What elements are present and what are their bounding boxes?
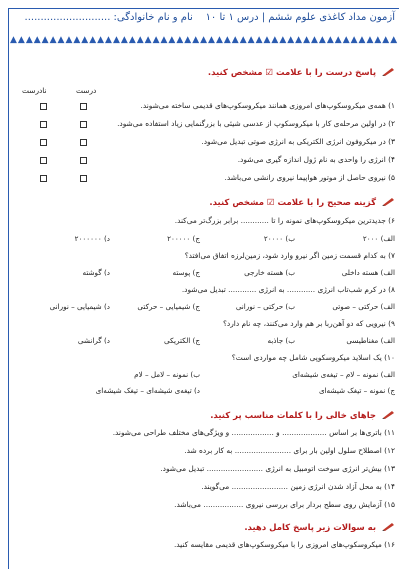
tf-item-4: ۴) انرژی را واحدی به نام ژول اندازه گیری می‌شود. (237, 155, 395, 164)
section-2-heading (209, 197, 395, 208)
mc-option-b[interactable]: ب) ۲۰۰۰۰ (263, 234, 295, 243)
mc-option-a[interactable]: الف) ۲۰۰۰ (362, 234, 395, 243)
mc-option-b[interactable]: ب) نمونه – لامل – لام (134, 370, 200, 379)
mc-question-8: ۸) در کرم شب‌تاب انرژی ............ به انرژی ............ تبدیل می‌شود. (181, 285, 395, 294)
section-1-heading (208, 67, 395, 78)
triangle-divider: ▲▲▲▲▲▲▲▲▲▲▲▲▲▲▲▲▲▲▲▲▲▲▲▲▲▲▲▲▲▲▲▲▲▲▲▲▲▲▲▲▲▲▲▲▲▲▲▲▲ (10, 35, 398, 45)
pencil-icon (382, 67, 395, 76)
mc-option-d[interactable]: د) گوشته (82, 268, 110, 277)
false-checkbox[interactable] (40, 121, 47, 128)
tf-item-1: ۱) همه‌ی میکروسکوپ‌های امروزی همانند میکروسکوپ‌های قدیمی ساخته می‌شوند. (140, 101, 395, 110)
mc-option-c[interactable]: ج) شیمیایی – حرکتی (137, 302, 200, 311)
mc-option-a[interactable]: الف) نمونه – لام – تیغه‌ی شیشه‌ای (292, 370, 395, 379)
tf-item-2: ۲) در اولین مرحله‌ی کار با میکروسکوپ از عدسی شیئی با بزرگنمایی زیاد استفاده می‌شود. (117, 119, 395, 128)
fill-item-12: ۱۲) اصطلاح سلول اولین بار برای ........................ به کار برده شد. (184, 446, 395, 455)
col-true-label: درست (76, 86, 97, 95)
fill-item-15: ۱۵) آزمایش روی سطح بردار برای بررسی نیروی ................. می‌باشد. (174, 500, 395, 509)
col-false-label: نادرست (22, 86, 47, 95)
mc-option-c[interactable]: ج) ۲۰۰۰۰۰ (167, 234, 200, 243)
true-checkbox[interactable] (80, 139, 87, 146)
pencil-icon (382, 197, 395, 206)
mc-question-6: ۶) جدیدترین میکروسکوپ‌های نمونه را تا ............ برابر بزرگ‌تر می‌کند. (174, 216, 395, 225)
mc-option-a[interactable]: الف) حرکتی – صوتی (332, 302, 395, 311)
false-checkbox[interactable] (40, 157, 47, 164)
fill-item-14: ۱۴) به محل آزاد شدن انرژی زمین ........................ می‌گویند. (201, 482, 395, 491)
tf-item-3: ۳) در میکروفون انرژی الکتریکی به انرژی صوتی تبدیل می‌شود. (201, 137, 395, 146)
question-16: ۱۶) میکروسکوپ‌های امروزی را با میکروسکوپ‌های قدیمی مقایسه کنید. (173, 540, 395, 549)
section-4-title: به سوالات زیر پاسخ کامل دهید. (244, 523, 377, 533)
tf-item-5: ۵) نیروی حاصل از موتور هواپیما نیروی رانشی می‌باشد. (224, 173, 395, 182)
page-title (25, 12, 395, 23)
true-checkbox[interactable] (80, 157, 87, 164)
mc-option-c[interactable]: ج) نمونه – تیغک شیشه‌ای (318, 386, 395, 395)
mc-option-a[interactable]: الف) مغناطیسی (346, 336, 395, 345)
false-checkbox[interactable] (40, 139, 47, 146)
false-checkbox[interactable] (40, 103, 47, 110)
mc-question-10: ۱۰) یک اسلاید میکروسکوپی شامل چه مواردی است؟ (231, 353, 395, 362)
mc-question-9: ۹) نیرویی که دو آهن‌ربا بر هم وارد می‌کنند، چه نام دارد؟ (223, 319, 395, 328)
mc-option-a[interactable]: الف) هسته داخلی (341, 268, 395, 277)
fill-item-11: ۱۱) باتری‌ها بر اساس ................... و .................. و ویژگی‌های مختلف طراحی می‌شوند. (112, 428, 395, 437)
true-checkbox[interactable] (80, 175, 87, 182)
true-checkbox[interactable] (80, 103, 87, 110)
fill-item-13: ۱۳) بیش‌تر انرژی سوخت اتومبیل به انرژی ........................ تبدیل می‌شود. (160, 464, 395, 473)
mc-option-d[interactable]: د) گرانشی (77, 336, 110, 345)
mc-question-7: ۷) به کدام قسمت زمین اگر نیرو وارد شود، زمین‌لرزه اتفاق می‌افتد؟ (184, 251, 395, 260)
title-text: آزمون مداد کاغذی علوم ششم | درس ۱ تا ۱۰ (205, 12, 395, 23)
section-3-heading (210, 410, 395, 421)
pencil-icon (382, 522, 395, 531)
section-1-title: پاسخ درست را با علامت ☑ مشخص کنید. (207, 68, 377, 78)
section-2-title: گزینه صحیح را با علامت ☑ مشخص کنید. (209, 198, 377, 208)
pencil-icon (382, 410, 395, 419)
mc-option-d[interactable]: د) تیغه‌ی شیشه‌ای – تیغک شیشه‌ای (95, 386, 200, 395)
mc-option-b[interactable]: ب) جاذبه (267, 336, 295, 345)
name-field: نام و نام خانوادگی: ........................... (24, 12, 193, 23)
mc-option-b[interactable]: ب) هسته خارجی (244, 268, 295, 277)
mc-option-d[interactable]: د) شیمیایی – نورانی (49, 302, 110, 311)
true-checkbox[interactable] (80, 121, 87, 128)
false-checkbox[interactable] (40, 175, 47, 182)
mc-option-d[interactable]: د) ۲۰۰۰۰۰۰ (74, 234, 110, 243)
mc-option-c[interactable]: ج) الکتریکی (164, 336, 200, 345)
section-3-title: جاهای خالی را با کلمات مناسب پر کنید. (210, 411, 377, 421)
section-4-heading (244, 522, 395, 533)
mc-option-c[interactable]: ج) پوسته (172, 268, 200, 277)
mc-option-b[interactable]: ب) حرکتی – نورانی (235, 302, 295, 311)
